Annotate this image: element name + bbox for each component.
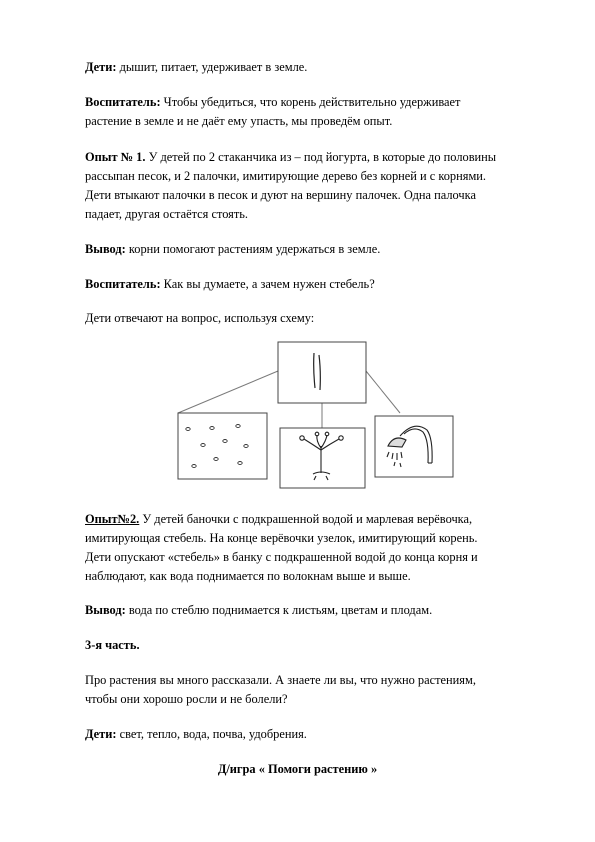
paragraph-children-answer-2: Дети отвечают на вопрос, используя схему: — [85, 311, 315, 325]
speaker-label: Воспитатель: — [85, 95, 161, 109]
paragraph-teacher-1-line-2: растение в земле и не даёт ему упасть, мы проведём опыт. — [85, 114, 393, 128]
paragraph-text: вода по стеблю поднимается к листьям, цветам и плодам. — [125, 603, 433, 617]
paragraph-text: корни помогают растениям удержаться в земле. — [125, 242, 381, 256]
paragraph-question-line-2: чтобы они хорошо росли и не болели? — [85, 692, 288, 706]
box-shower-right — [375, 416, 453, 477]
speaker-label: Дети: — [85, 60, 117, 74]
experiment-label: Опыт№2. — [85, 512, 140, 526]
paragraph-question-line-1: Про растения вы много рассказали. А знаете ли вы, что нужно растениям, — [85, 673, 476, 687]
conclusion-label: Вывод: — [85, 603, 126, 617]
box-plant-center — [280, 428, 365, 488]
paragraph-experiment-2-line-1 — [85, 512, 472, 527]
paragraph-text: дышит, питает, удерживает в земле. — [116, 60, 308, 74]
paragraph-children-answer-3 — [85, 727, 307, 742]
paragraph-experiment-2-line-2: имитирующая стебель. На конце верёвочки узелок, имитирующий корень. — [85, 531, 478, 545]
conclusion-label: Вывод: — [85, 242, 126, 256]
connector-line-right — [366, 371, 400, 413]
paragraph-conclusion-2 — [85, 603, 432, 618]
section-heading-part-3: 3-я часть. — [85, 638, 140, 652]
paragraph-experiment-2-line-4: наблюдают, как вода поднимается по волокнам выше и выше. — [85, 569, 411, 583]
experiment-label: Опыт № 1. — [85, 150, 146, 164]
paragraph-experiment-1-line-4: падает, другая остаётся стоять. — [85, 207, 249, 221]
box-dots-left — [178, 413, 267, 479]
box-stem-top — [278, 342, 366, 403]
paragraph-text: Чтобы убедиться, что корень действительно удерживает — [160, 95, 461, 109]
speaker-label: Воспитатель: — [85, 277, 161, 291]
paragraph-text: Как вы думаете, а зачем нужен стебель? — [160, 277, 375, 291]
paragraph-experiment-1-line-2: рассыпан песок, и 2 палочки, имитирующие дерево без корней и с корнями. — [85, 169, 487, 183]
paragraph-experiment-1-line-3: Дети втыкают палочки в песок и дуют на вершину палочек. Одна палочка — [85, 188, 476, 202]
paragraph-text: У детей по 2 стаканчика из – под йогурта, в которые до половины — [145, 150, 497, 164]
connector-line-left — [178, 371, 278, 413]
paragraph-text: свет, тепло, вода, почва, удобрения. — [116, 727, 307, 741]
paragraph-text: У детей баночки с подкрашенной водой и марлевая верёвочка, — [139, 512, 473, 526]
game-title: Д/игра « Помоги растению » — [217, 762, 378, 776]
paragraph-experiment-2-line-3: Дети опускают «стебель» в банку с подкрашенной водой до конца корня и — [85, 550, 478, 564]
speaker-label: Дети: — [85, 727, 117, 741]
